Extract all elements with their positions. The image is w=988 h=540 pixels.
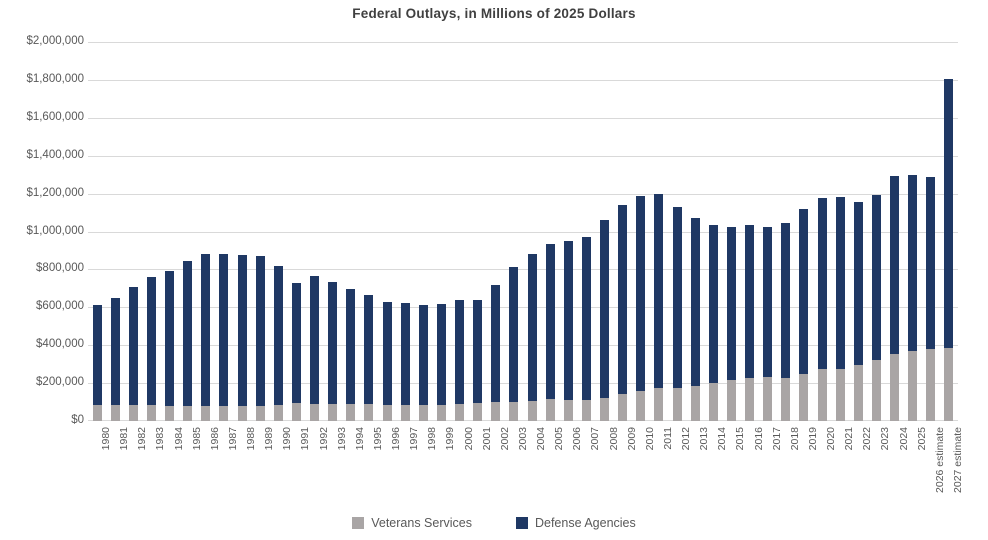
- x-axis-tick-label: 1986: [208, 427, 221, 451]
- bar-2022-defense-agencies: [854, 202, 863, 365]
- x-axis-tick-label: 2021: [843, 427, 856, 451]
- bar-2000-veterans-services: [455, 404, 464, 421]
- bar-1999-defense-agencies: [437, 304, 446, 405]
- veterans-services-swatch-icon: [352, 517, 364, 529]
- bar-2013-veterans-services: [691, 386, 700, 421]
- bar-2007-veterans-services: [582, 400, 591, 421]
- x-axis-tick-label: 2006: [571, 427, 584, 451]
- bar-2004-veterans-services: [528, 401, 537, 421]
- bar-2027-estimate-defense-agencies: [944, 79, 953, 348]
- bar-1994-veterans-services: [346, 404, 355, 421]
- bar-1985-veterans-services: [183, 406, 192, 421]
- x-axis-tick-label: 2023: [879, 427, 892, 451]
- bar-1981-defense-agencies: [111, 298, 120, 405]
- bar-1995-defense-agencies: [364, 295, 373, 404]
- bar-2022-veterans-services: [854, 365, 863, 421]
- bar-2014-defense-agencies: [709, 225, 718, 382]
- bar-2006-veterans-services: [564, 400, 573, 421]
- x-axis-tick-label: 2000: [462, 427, 475, 451]
- bar-2023-veterans-services: [872, 360, 881, 421]
- bar-1993-veterans-services: [328, 404, 337, 421]
- bar-2020-veterans-services: [818, 369, 827, 421]
- x-axis-tick-label: 1998: [426, 427, 439, 451]
- x-axis-tick-label: 2008: [607, 427, 620, 451]
- bar-1997-defense-agencies: [401, 303, 410, 405]
- bar-1986-defense-agencies: [201, 254, 210, 407]
- bar-2002-defense-agencies: [491, 285, 500, 402]
- x-axis-tick-label: 2001: [480, 427, 493, 451]
- x-axis-tick-label: 2010: [643, 427, 656, 451]
- x-axis-tick-label: 2016: [752, 427, 765, 451]
- x-axis-tick-label: 2015: [734, 427, 747, 451]
- bar-2027-estimate-veterans-services: [944, 348, 953, 421]
- bar-2008-veterans-services: [600, 398, 609, 421]
- bar-2025-defense-agencies: [908, 175, 917, 351]
- bar-2017-veterans-services: [763, 377, 772, 421]
- x-axis-tick-label: 2024: [897, 427, 910, 451]
- x-axis-tick-label: 2004: [535, 427, 548, 451]
- bar-1998-veterans-services: [419, 405, 428, 421]
- y-axis-tick-label: $800,000: [36, 262, 84, 275]
- defense-agencies-swatch-icon: [516, 517, 528, 529]
- bar-1988-defense-agencies: [238, 255, 247, 406]
- bar-2001-veterans-services: [473, 403, 482, 421]
- x-axis-tick-label: 1985: [190, 427, 203, 451]
- chart-title: Federal Outlays, in Millions of 2025 Dollars: [352, 6, 636, 21]
- bar-1997-veterans-services: [401, 405, 410, 421]
- bar-1982-veterans-services: [129, 405, 138, 421]
- bar-2011-defense-agencies: [654, 194, 663, 388]
- bar-1980-defense-agencies: [93, 305, 102, 404]
- gridline: [88, 118, 958, 119]
- bar-2014-veterans-services: [709, 383, 718, 421]
- bar-1985-defense-agencies: [183, 261, 192, 406]
- bar-2015-defense-agencies: [727, 227, 736, 380]
- bar-1995-veterans-services: [364, 404, 373, 421]
- bar-2010-veterans-services: [636, 391, 645, 421]
- bar-2006-defense-agencies: [564, 241, 573, 400]
- bar-1992-defense-agencies: [310, 276, 319, 404]
- bar-1993-defense-agencies: [328, 282, 337, 404]
- x-axis-tick-label: 2011: [661, 427, 674, 450]
- x-axis-tick-label: 2026 estimate: [933, 427, 946, 493]
- bar-2003-defense-agencies: [509, 267, 518, 402]
- bar-2021-veterans-services: [836, 369, 845, 421]
- x-axis-tick-label: 2027 estimate: [951, 427, 964, 493]
- bar-1988-veterans-services: [238, 406, 247, 421]
- plot-area: [88, 42, 958, 421]
- bar-1990-veterans-services: [274, 405, 283, 421]
- legend-label-veterans-services: Veterans Services: [371, 516, 472, 530]
- gridline: [88, 42, 958, 43]
- x-axis-tick-label: 2025: [915, 427, 928, 451]
- bar-2015-veterans-services: [727, 380, 736, 421]
- bar-2000-defense-agencies: [455, 300, 464, 404]
- y-axis-tick-label: $1,600,000: [26, 110, 84, 123]
- bar-1996-veterans-services: [383, 405, 392, 421]
- x-axis-tick-label: 1984: [172, 427, 185, 451]
- bar-1999-veterans-services: [437, 405, 446, 421]
- x-axis-tick-label: 1992: [317, 427, 330, 451]
- bar-1984-veterans-services: [165, 406, 174, 421]
- bar-2019-defense-agencies: [799, 209, 808, 374]
- y-axis-tick-label: $0: [71, 414, 84, 426]
- bar-2017-defense-agencies: [763, 227, 772, 377]
- legend-item-veterans-services: [352, 516, 472, 530]
- x-axis-tick-label: 2014: [716, 427, 729, 451]
- bar-1981-veterans-services: [111, 405, 120, 421]
- x-axis-tick-label: 1999: [444, 427, 457, 451]
- bar-2012-defense-agencies: [673, 207, 682, 388]
- x-axis-tick-label: 2013: [698, 427, 711, 451]
- bar-2007-defense-agencies: [582, 237, 591, 400]
- y-axis-tick-label: $200,000: [36, 376, 84, 389]
- bar-1989-veterans-services: [256, 406, 265, 421]
- bar-2016-defense-agencies: [745, 225, 754, 378]
- y-axis-tick-label: $600,000: [36, 300, 84, 313]
- x-axis-tick-label: 2012: [680, 427, 693, 451]
- bar-2009-veterans-services: [618, 394, 627, 421]
- bar-2019-veterans-services: [799, 374, 808, 421]
- bar-1990-defense-agencies: [274, 266, 283, 405]
- x-axis-tick-label: 2009: [625, 427, 638, 451]
- bar-2018-defense-agencies: [781, 223, 790, 378]
- bar-2004-defense-agencies: [528, 254, 537, 401]
- bar-2010-defense-agencies: [636, 196, 645, 392]
- x-axis-tick-label: 1983: [154, 427, 167, 451]
- gridline: [88, 194, 958, 195]
- bar-2024-defense-agencies: [890, 176, 899, 354]
- bar-1989-defense-agencies: [256, 256, 265, 406]
- x-axis-tick-label: 1995: [371, 427, 384, 451]
- bar-1983-defense-agencies: [147, 277, 156, 405]
- bar-2002-veterans-services: [491, 402, 500, 421]
- bar-2005-veterans-services: [546, 399, 555, 421]
- y-axis-tick-label: $400,000: [36, 338, 84, 351]
- x-axis-tick-label: 2017: [770, 427, 783, 451]
- x-axis-tick-label: 1996: [390, 427, 403, 451]
- bar-2026-estimate-veterans-services: [926, 349, 935, 421]
- x-axis-tick-label: 1997: [408, 427, 421, 451]
- bar-1994-defense-agencies: [346, 289, 355, 404]
- bar-2026-estimate-defense-agencies: [926, 177, 935, 349]
- legend-item-defense-agencies: [516, 516, 636, 530]
- bar-2009-defense-agencies: [618, 205, 627, 394]
- bar-2020-defense-agencies: [818, 198, 827, 369]
- bar-2008-defense-agencies: [600, 220, 609, 397]
- gridline: [88, 80, 958, 81]
- bar-1987-defense-agencies: [219, 254, 228, 407]
- legend: [0, 516, 988, 530]
- x-axis-tick-label: 1994: [353, 427, 366, 451]
- y-axis-tick-label: $1,400,000: [26, 148, 84, 161]
- x-axis-tick-label: 2007: [589, 427, 602, 451]
- y-axis-tick-label: $1,200,000: [26, 186, 84, 199]
- bar-2018-veterans-services: [781, 378, 790, 421]
- bar-2003-veterans-services: [509, 402, 518, 421]
- bar-2013-defense-agencies: [691, 218, 700, 386]
- x-axis-tick-label: 2002: [498, 427, 511, 451]
- bar-1984-defense-agencies: [165, 271, 174, 406]
- bar-1983-veterans-services: [147, 405, 156, 421]
- bar-2011-veterans-services: [654, 388, 663, 421]
- bar-1982-defense-agencies: [129, 287, 138, 405]
- bar-2001-defense-agencies: [473, 300, 482, 403]
- x-axis-tick-label: 2003: [516, 427, 529, 451]
- x-axis-tick-label: 1987: [226, 427, 239, 451]
- bar-2024-veterans-services: [890, 354, 899, 421]
- x-axis-tick-label: 1982: [136, 427, 149, 451]
- x-axis-tick-label: 1988: [245, 427, 258, 451]
- x-axis-tick-label: 1991: [299, 427, 312, 451]
- x-axis-tick-label: 2019: [806, 427, 819, 451]
- bar-2023-defense-agencies: [872, 195, 881, 361]
- bar-2016-veterans-services: [745, 378, 754, 421]
- x-axis-tick-label: 1981: [118, 427, 131, 451]
- bar-2025-veterans-services: [908, 351, 917, 421]
- y-axis-tick-label: $1,800,000: [26, 72, 84, 85]
- bar-1996-defense-agencies: [383, 302, 392, 404]
- x-axis-tick-label: 1980: [100, 427, 113, 451]
- legend-label-defense-agencies: Defense Agencies: [534, 516, 636, 530]
- gridline: [88, 156, 958, 157]
- x-axis-tick-label: 1990: [281, 427, 294, 451]
- bar-2021-defense-agencies: [836, 197, 845, 369]
- bar-2012-veterans-services: [673, 388, 682, 421]
- gridline: [88, 232, 958, 233]
- bar-1998-defense-agencies: [419, 305, 428, 405]
- x-axis-tick-label: 2022: [861, 427, 874, 451]
- bar-1991-veterans-services: [292, 403, 301, 421]
- x-axis-tick-label: 2020: [825, 427, 838, 451]
- bar-2005-defense-agencies: [546, 244, 555, 400]
- x-axis-tick-label: 2018: [788, 427, 801, 451]
- y-axis-tick-label: $1,000,000: [26, 224, 84, 237]
- bar-1992-veterans-services: [310, 404, 319, 421]
- bar-1980-veterans-services: [93, 405, 102, 421]
- bar-1986-veterans-services: [201, 406, 210, 421]
- y-axis-tick-label: $2,000,000: [26, 35, 84, 47]
- x-axis-tick-label: 1993: [335, 427, 348, 451]
- x-axis-tick-label: 1989: [263, 427, 276, 451]
- bar-1987-veterans-services: [219, 406, 228, 421]
- bar-1991-defense-agencies: [292, 283, 301, 403]
- x-axis-tick-label: 2005: [553, 427, 566, 451]
